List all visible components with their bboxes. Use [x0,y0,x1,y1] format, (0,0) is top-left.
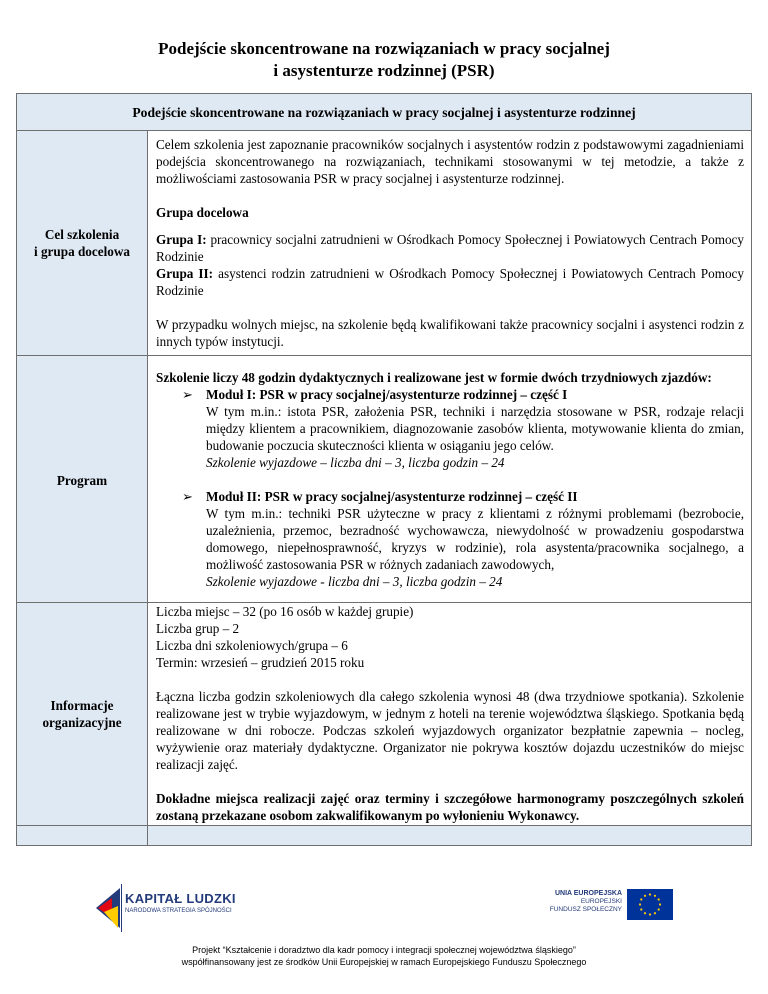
group-2: Grupa II: asystenci rodzin zatrudnieni w Ośrodkach Pomocy Społecznej i Powiatowych Centrach Pomocy Rodzinie [156,266,744,298]
table-footer-row [17,826,752,846]
kl-logo-subtext: NARODOWA STRATEGIA SPÓJNOŚCI [125,908,232,914]
title-line-2: i asystenturze rodzinnej (PSR) [273,61,495,80]
org-details: Łączna liczba godzin szkoleniowych dla całego szkolenia wynosi 48 (dwa trzydniowe spotkania). Szkolenie realizowane jest w trybie wyjazdowym, w jednym z hoteli na terenie województwa śląskiego. Spotkania będą realizowane w dni robocze. Podczas szkoleń wyjazdowych organizator bezpłatnie zapewnia – nocleg, wyżywienie oraz materiały dydaktyczne. Organizator nie pokrywa kosztów dojazdu uczestników do miejsc realizacji zajęć. [156,689,744,772]
row-label-program: Program [17,356,148,603]
module-1-text: W tym m.in.: istota PSR, założenia PSR, techniki i narzędzia stosowane w PSR, rodzaje relacji między klientem a pracownikiem, diagnozowanie zasobów klienta, motywowanie klienta do zmian, budowanie poczucia skuteczności klienta w osiąganiu jego celów. [206,403,744,453]
module-1-info: Szkolenie wyjazdowe – liczba dni – 3, liczba godzin – 24 [206,454,505,470]
title-line-1: Podejście skoncentrowane na rozwiązaniach w pracy socjalnej [158,39,610,58]
program-intro: Szkolenie liczy 48 godzin dydaktycznych i realizowane jest w formie dwóch trzydniowych zjazdów: [156,369,712,385]
bullet-arrow-icon: ➢ [182,488,194,504]
document-title [0,38,768,82]
module-2-title: Moduł II: PSR w pracy socjalnej/asystenturze rodzinnej – część II [206,488,578,504]
vacancy-note: W przypadku wolnych miejsc, na szkolenie będą kwalifikowani także pracownicy socjalni i asystenci rodzin z innych typów instytucji. [156,317,744,349]
table-row-goal [17,131,752,356]
org-days: Liczba dni szkoleniowych/grupa – 6 [156,638,348,653]
group-1: Grupa I: pracownicy socjalni zatrudnieni w Ośrodkach Pomocy Społecznej i Powiatowych Centrach Pomocy Rodzinie [156,232,744,264]
module-1-title: Moduł I: PSR w pracy socjalnej/asystenturze rodzinnej – część I [206,386,568,402]
project-footer-note [0,944,768,968]
org-term: Termin: wrzesień – grudzień 2015 roku [156,655,365,670]
row-label-organization: Informacje organizacyjne [17,603,148,826]
goal-intro: Celem szkolenia jest zapoznanie pracowników socjalnych i asystentów rodzin z podstawowymi zagadnieniami podejścia skoncentrowanego na rozwiązaniach, technikami stosowanymi w tej metodzie, a także z możliwościami zastosowania PSR w pracy socjalnej i asystenturze rodzinnej. [156,137,744,186]
org-places: Liczba miejsc – 32 (po 16 osób w każdej grupie) [156,604,414,619]
training-info-table [16,93,752,846]
row-content-goal [148,131,752,356]
project-line-2: współfinansowany jest ze środków Unii Europejskiej w ramach Europejskiego Funduszu Społecznego [181,957,587,967]
table-header: Podejście skoncentrowane na rozwiązaniach w pracy socjalnej i asystenturze rodzinnej [17,94,752,131]
module-2-info: Szkolenie wyjazdowe - liczba dni – 3, liczba godzin – 24 [206,573,503,589]
row-label-goal: Cel szkolenia i grupa docelowa [17,131,148,356]
project-line-1: Projekt “Kształcenie i doradztwo dla kadr pomocy i integracji społecznej województwa śląskiego” [192,945,576,955]
row-content-organization [148,603,752,826]
org-groups: Liczba grup – 2 [156,621,240,636]
module-1 [156,386,744,471]
bullet-arrow-icon: ➢ [182,386,194,402]
org-final-note: Dokładne miejsca realizacji zajęć oraz terminy i szczegółowe harmonogramy poszczególnych szkoleń zostaną przekazane osobom zakwalifikowanym po wyłonieniu Wykonawcy. [156,791,744,823]
eu-flag-icon [627,889,673,920]
target-group-heading: Grupa docelowa [156,205,249,220]
kl-logo-text: KAPITAŁ LUDZKI [125,891,236,906]
table-row-organization [17,603,752,826]
module-2-text: W tym m.in.: techniki PSR użyteczne w pracy z klientami z różnymi problemami (bezrobocie, uzależnienia, przemoc, bezradność wychowawcza, niewydolność w prowadzeniu gospodarstwa domowego, niepełnosprawność, kryzys w rodzinie), rola asystenta/pracownika socjalnego, a możliwość zastosowania PSR w różnych zadaniach zawodowych, [206,505,744,572]
module-2 [156,488,744,590]
row-content-program [148,356,752,603]
table-row-program [17,356,752,603]
eu-logo-text: UNIA EUROPEJSKA EUROPEJSKI FUNDUSZ SPOŁECZNY [549,890,622,913]
